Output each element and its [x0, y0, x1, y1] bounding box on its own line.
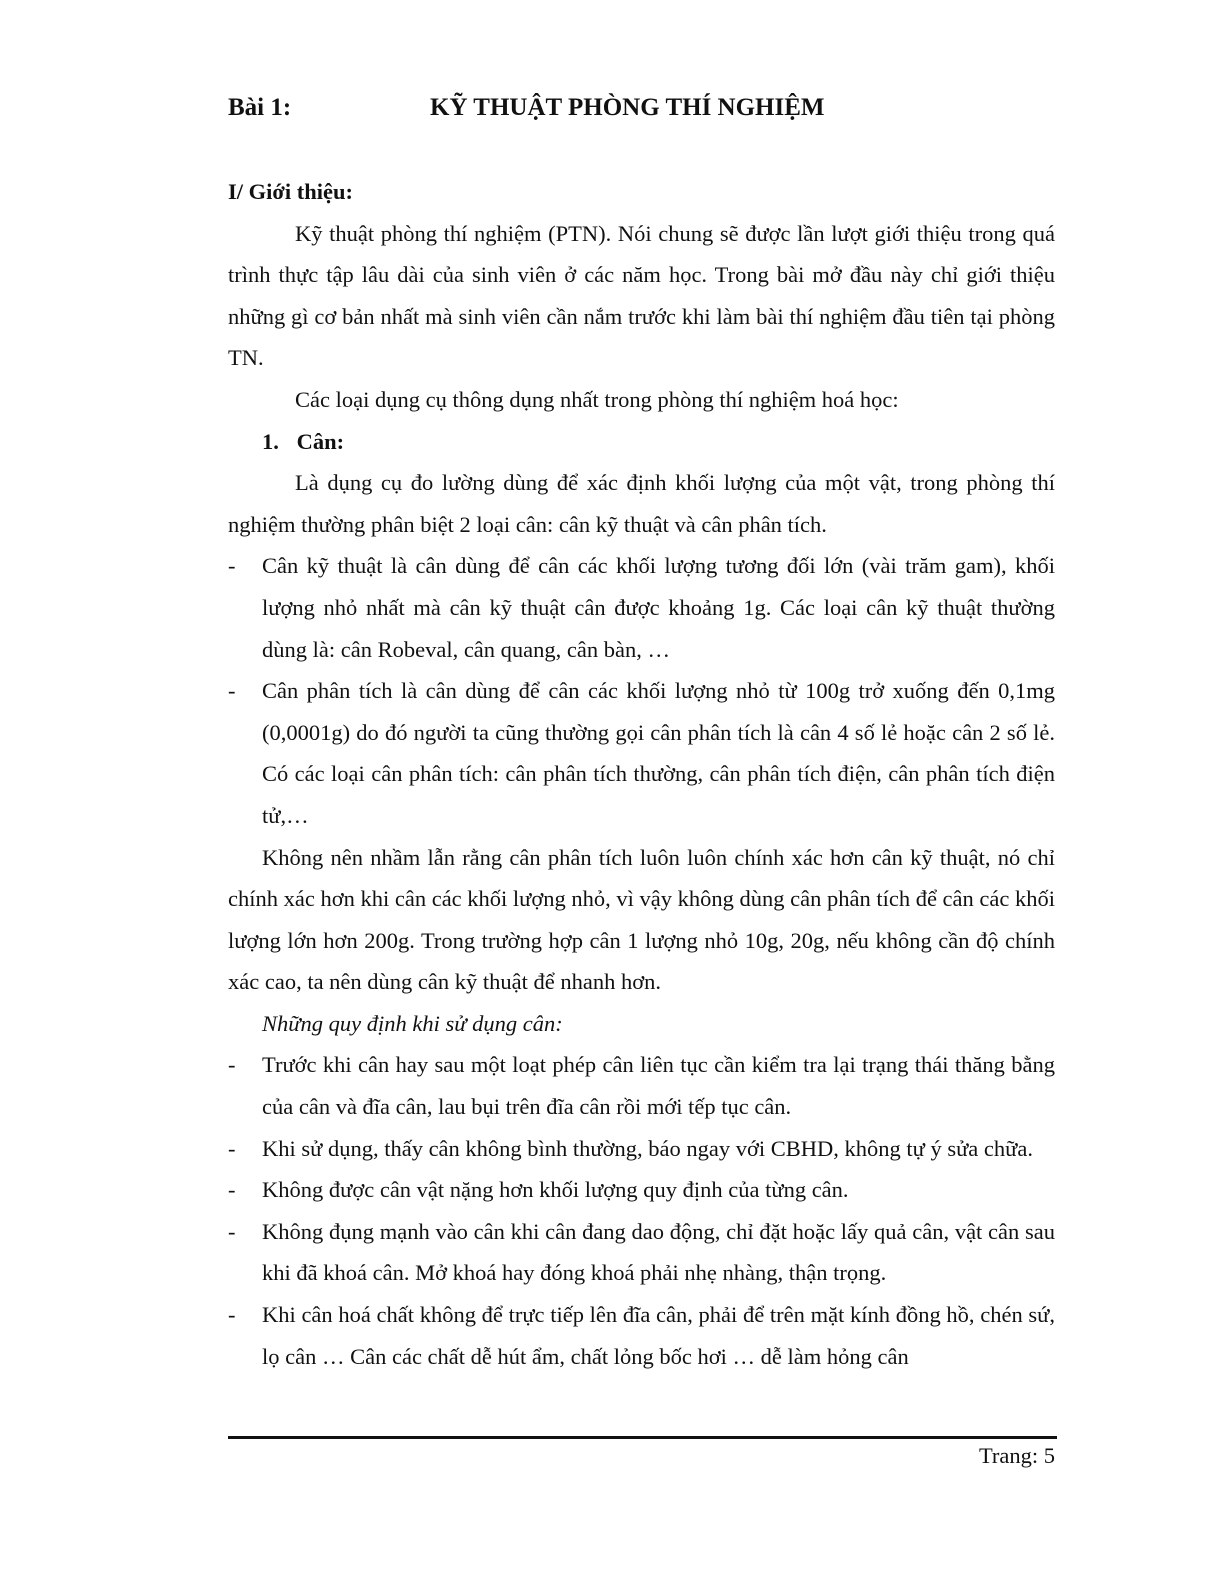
list-item-text: Khi cân hoá chất không để trực tiếp lên đĩa cân, phải để trên mặt kính đồng hồ, chén sứ, lọ cân … Cân các chất dễ hút ẩm, chất lỏng bốc hơi … dễ làm hỏng cân: [262, 1302, 1055, 1369]
list-item: [228, 545, 1055, 670]
bullet-dash: -: [228, 553, 236, 579]
item-title: Cân:: [296, 428, 345, 454]
bullet-dash: -: [228, 678, 236, 704]
document-body: [228, 171, 1055, 1377]
bullet-dash: -: [228, 1177, 236, 1203]
bullet-dash: -: [228, 1302, 236, 1328]
section-heading-introduction: I/ Giới thiệu:: [228, 179, 353, 204]
list-item: [228, 1128, 1055, 1170]
balance-note-paragraph: Không nên nhầm lẫn rằng cân phân tích luôn luôn chính xác hơn cân kỹ thuật, nó chỉ chính xác hơn khi cân các khối lượng nhỏ, vì vậy không dùng cân phân tích để cân các khối lượng lớn hơn 200g. Trong trường hợp cân 1 lượng nhỏ 10g, 20g, nếu không cần độ chính xác cao, ta nên dùng cân kỹ thuật để nhanh hơn.: [228, 844, 1055, 995]
item-heading-balance: [228, 421, 1055, 463]
list-item: [228, 1294, 1055, 1377]
list-item-text: Không được cân vật nặng hơn khối lượng quy định của từng cân.: [262, 1177, 849, 1203]
list-item: [228, 670, 1055, 836]
list-item-text: Khi sử dụng, thấy cân không bình thường, báo ngay với CBHD, không tự ý sửa chữa.: [262, 1135, 1033, 1161]
page-number: Trang: 5: [978, 1443, 1055, 1468]
rules-heading: Những quy định khi sử dụng cân:: [262, 1010, 563, 1036]
list-item-text: Không đụng mạnh vào cân khi cân đang dao động, chỉ đặt hoặc lấy quả cân, vật cân sau khi đã khoá cân. Mở khoá hay đóng khoá phải nhẹ nhàng, thận trọng.: [262, 1218, 1055, 1286]
list-item-text: Cân phân tích là cân dùng để cân các khối lượng nhỏ từ 100g trở xuống đến 0,1mg (0,0001g) do đó người ta cũng thường gọi cân phân tích là cân 4 số lẻ hoặc cân 2 số lẻ. Có các loại cân phân tích: cân phân tích thường, cân phân tích điện, cân phân tích điện tử,…: [262, 678, 1055, 828]
bullet-dash: -: [228, 1218, 236, 1244]
tools-intro-paragraph: Các loại dụng cụ thông dụng nhất trong phòng thí nghiệm hoá học:: [295, 386, 899, 412]
lesson-title-row: [228, 88, 1058, 128]
lesson-title: KỸ THUẬT PHÒNG THÍ NGHIỆM: [430, 94, 825, 121]
list-item: [228, 1211, 1055, 1294]
item-number: 1.: [262, 428, 279, 454]
intro-paragraph: Kỹ thuật phòng thí nghiệm (PTN). Nói chung sẽ được lần lượt giới thiệu trong quá trình thực tập lâu dài của sinh viên ở các năm học. Trong bài mở đầu này chỉ giới thiệu những gì cơ bản nhất mà sinh viên cần nắm trước khi làm bài thí nghiệm đầu tiên tại phòng TN.: [228, 220, 1055, 371]
lesson-number: Bài 1:: [228, 94, 292, 121]
list-item-text: Cân kỹ thuật là cân dùng để cân các khối lượng tương đối lớn (vài trăm gam), khối lượng nhỏ nhất mà cân kỹ thuật cân được khoảng 1g. Các loại cân kỹ thuật thường dùng là: cân Robeval, cân quang, cân bàn, …: [262, 553, 1055, 662]
footer-divider: [228, 1436, 1057, 1439]
list-item-text: Trước khi cân hay sau một loạt phép cân liên tục cần kiểm tra lại trạng thái thăng bằng của cân và đĩa cân, lau bụi trên đĩa cân rồi mới tếp tục cân.: [262, 1052, 1055, 1120]
list-item: [228, 1044, 1055, 1127]
bullet-dash: -: [228, 1052, 236, 1078]
balance-description: Là dụng cụ đo lường dùng để xác định khối lượng của một vật, trong phòng thí nghiệm thường phân biệt 2 loại cân: cân kỹ thuật và cân phân tích.: [228, 470, 1055, 537]
list-item: [228, 1169, 1055, 1211]
bullet-dash: -: [228, 1135, 236, 1161]
